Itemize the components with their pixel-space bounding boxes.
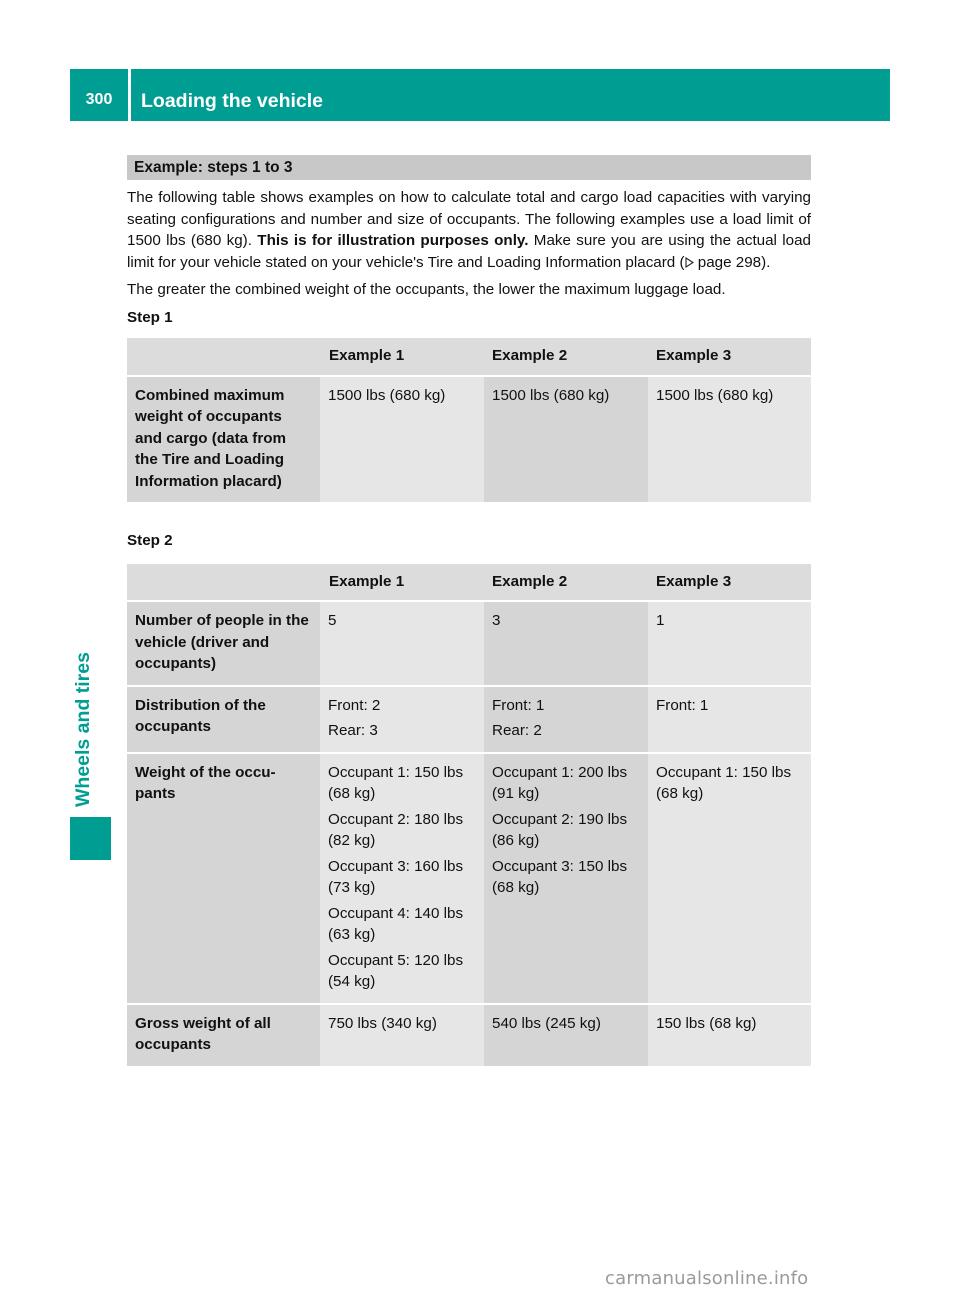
table-cell — [648, 753, 811, 1004]
table-cell — [320, 686, 484, 753]
table-row — [127, 601, 811, 686]
intro-text-1: The following table shows examples on how to calculate total and cargo load capacities with varying seating configurations and number and size of occupants. The following examples use a load limit of 1500 lbs (680 kg). — [127, 189, 811, 249]
header-cell-example-1: Example 1 — [320, 338, 484, 376]
cell-text: 1500 lbs (680 kg) — [656, 386, 774, 404]
watermark-text: carmanualsonline.info — [605, 1268, 809, 1289]
cell-text: Occupant 2: 190 lbs (86 kg) — [492, 810, 628, 849]
header-cell-example-2: Example 2 — [484, 564, 648, 602]
cell-text: Front: 1 — [492, 696, 545, 714]
cell-text: 5 — [328, 612, 337, 629]
side-tab-label: Wheels and tires — [72, 652, 94, 807]
table-cell — [648, 1004, 811, 1067]
table-cell — [648, 686, 811, 753]
page-number: 300 — [85, 91, 113, 108]
table-cell — [320, 601, 484, 686]
page-reference-link[interactable]: page 298 — [697, 253, 762, 271]
cell-text: Occupant 1: 150 lbs (68 kg) — [328, 763, 464, 802]
table-cell — [484, 376, 648, 504]
table-header-row — [127, 338, 811, 376]
table-cell — [484, 753, 648, 1004]
table-cell — [320, 753, 484, 1004]
header-divider — [128, 69, 131, 121]
page-header — [70, 69, 890, 121]
cell-text: Rear: 2 — [492, 722, 542, 739]
cell-text: 3 — [492, 612, 501, 629]
side-tab-marker — [70, 817, 111, 860]
header-cell-example-3: Example 3 — [648, 564, 811, 602]
main-content — [127, 155, 811, 1068]
table-row — [127, 753, 811, 1004]
row-label: Number of people in the vehicle (driver and occupants) — [127, 601, 320, 686]
step1-table — [127, 338, 811, 504]
header-cell-empty — [127, 564, 320, 602]
table-row — [127, 1004, 811, 1067]
table-cell — [648, 601, 811, 686]
cell-text: Rear: 3 — [328, 722, 378, 739]
cell-text: Front: 2 — [328, 696, 381, 714]
table-cell — [484, 601, 648, 686]
occupant-note-paragraph: The greater the combined weight of the occupants, the lower the maximum luggage load. — [127, 281, 726, 298]
cell-text: Front: 1 — [656, 696, 709, 714]
cell-text: Occupant 5: 120 lbs (54 kg) — [328, 951, 464, 990]
table-cell — [320, 376, 484, 504]
cell-text: Occupant 3: 150 lbs (68 kg) — [492, 857, 628, 896]
header-cell-example-2: Example 2 — [484, 338, 648, 376]
row-label: Combined maximum weight of occupants and cargo (data from the Tire and Loading Information placard) — [127, 376, 320, 504]
table-row — [127, 686, 811, 753]
table-cell — [484, 1004, 648, 1067]
intro-bold-text: This is for illustration purposes only. — [257, 232, 529, 249]
intro-text-3: ). — [761, 253, 771, 271]
table-cell — [484, 686, 648, 753]
section-heading: Example: steps 1 to 3 — [127, 155, 811, 180]
intro-text-2: Make sure you are using the actual load limit for your vehicle stated on your vehicle's Tire and Loading Information placard ( — [127, 232, 811, 271]
cell-text: Occupant 1: 150 lbs (68 kg) — [656, 763, 792, 802]
step2-label: Step 2 — [127, 532, 173, 549]
table-cell — [320, 1004, 484, 1067]
row-label: Weight of the occu-pants — [127, 753, 320, 1004]
intro-paragraph — [127, 187, 811, 273]
cell-text: 150 lbs (68 kg) — [656, 1014, 757, 1032]
cell-text: 540 lbs (245 kg) — [492, 1014, 601, 1032]
step2-table — [127, 564, 811, 1068]
triangle-right-icon — [685, 254, 694, 271]
table-row — [127, 376, 811, 504]
header-cell-empty — [127, 338, 320, 376]
cell-text: 1500 lbs (680 kg) — [328, 386, 446, 404]
cell-text: 750 lbs (340 kg) — [328, 1014, 437, 1032]
header-cell-example-1: Example 1 — [320, 564, 484, 602]
cell-text: Occupant 4: 140 lbs (63 kg) — [328, 904, 464, 943]
row-label: Distribution of the occupants — [127, 686, 320, 753]
cell-text: 1500 lbs (680 kg) — [492, 386, 610, 404]
cell-text: Occupant 3: 160 lbs (73 kg) — [328, 857, 464, 896]
step1-label: Step 1 — [127, 308, 173, 326]
cell-text: Occupant 2: 180 lbs (82 kg) — [328, 810, 464, 849]
page-title: Loading the vehicle — [141, 89, 324, 112]
row-label: Gross weight of all occupants — [127, 1004, 320, 1067]
table-header-row — [127, 564, 811, 602]
cell-text: 1 — [656, 612, 665, 629]
table-cell — [648, 376, 811, 504]
header-cell-example-3: Example 3 — [648, 338, 811, 376]
cell-text: Occupant 1: 200 lbs (91 kg) — [492, 763, 628, 802]
